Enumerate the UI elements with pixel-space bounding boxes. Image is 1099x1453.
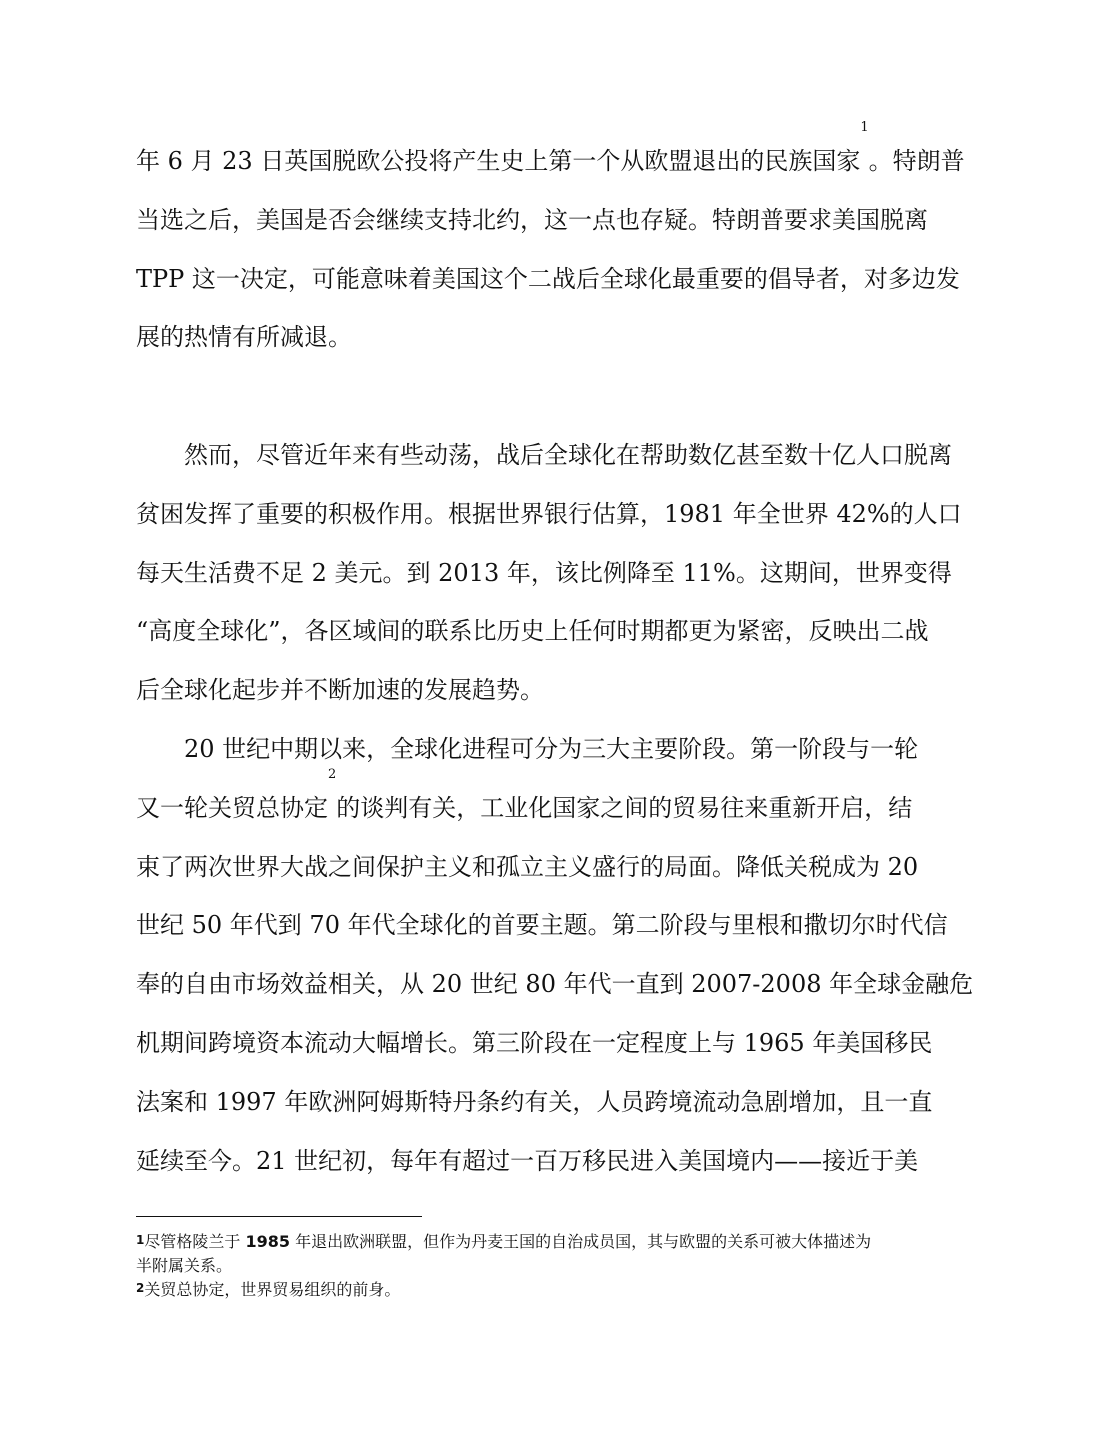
footnote-ref-2[interactable]: 2	[328, 766, 337, 782]
footnotes	[136, 1230, 986, 1302]
footnote-text: 尽管格陵兰于	[144, 1232, 246, 1251]
text-segment: 。特朗普	[868, 147, 965, 175]
paragraph-line: 每天生活费不足 2 美元。到 2013 年，该比例降至 11%。这期间，世界变得	[136, 558, 952, 587]
paragraph-line: 当选之后，美国是否会继续支持北约，这一点也存疑。特朗普要求美国脱离	[136, 205, 928, 234]
footnote-separator	[136, 1216, 422, 1217]
paragraph-line: 后全球化起步并不断加速的发展趋势。	[136, 676, 544, 705]
footnote-text: 关贸总协定，世界贸易组织的前身。	[144, 1280, 401, 1299]
paragraph-2	[136, 426, 986, 720]
paragraph-line: 然而，尽管近年来有些动荡，战后全球化在帮助数亿甚至数十亿人口脱离	[136, 440, 952, 469]
paragraph-1	[136, 120, 986, 367]
paragraph-line: 20 世纪中期以来，全球化进程可分为三大主要阶段。第一阶段与一轮	[136, 734, 919, 763]
footnote-text: 半附属关系。	[136, 1256, 233, 1275]
paragraph-3	[136, 720, 986, 1190]
footnote-ref-1[interactable]: 1	[860, 120, 869, 135]
text-segment: 年 6 月 23 日英国脱欧公投将产生史上第一个从欧盟退出的民族国家	[136, 147, 861, 175]
footnote-mark: 2	[136, 1281, 145, 1295]
paragraph-line: 展的热情有所减退。	[136, 323, 352, 352]
footnote-year: 1985	[245, 1232, 290, 1251]
text-segment: 又一轮关贸总协定	[136, 793, 328, 822]
paragraph-line: “高度全球化”，各区域间的联系比历史上任何时期都更为紧密，反映出二战	[136, 617, 929, 646]
paragraph-line	[136, 766, 986, 838]
paragraph-line: 束了两次世界大战之间保护主义和孤立主义盛行的局面。降低关税成为 20	[136, 852, 919, 881]
paragraph-line: 延续至今。21 世纪初，每年有超过一百万移民进入美国境内——接近于美	[136, 1146, 919, 1175]
paragraph-line: 世纪 50 年代到 70 年代全球化的首要主题。第二阶段与里根和撒切尔时代信	[136, 911, 948, 940]
paragraph-line: 法案和 1997 年欧洲阿姆斯特丹条约有关，人员跨境流动急剧增加，且一直	[136, 1087, 933, 1116]
footnote-text: 年退出欧洲联盟，但作为丹麦王国的自治成员国，其与欧盟的关系可被大体描述为	[289, 1232, 872, 1251]
footnote-1	[136, 1230, 986, 1278]
paragraph-line: TPP 这一决定，可能意味着美国这个二战后全球化最重要的倡导者，对多边发	[136, 264, 960, 293]
paragraph-line	[136, 120, 986, 191]
text-segment: 的谈判有关，工业化国家之间的贸易往来重新开启，结	[336, 793, 913, 822]
footnote-mark: 1	[136, 1233, 145, 1247]
paragraph-line: 贫困发挥了重要的积极作用。根据世界银行估算，1981 年全世界 42%的人口	[136, 499, 962, 528]
footnote-2	[136, 1278, 986, 1302]
paragraph-line: 机期间跨境资本流动大幅增长。第三阶段在一定程度上与 1965 年美国移民	[136, 1028, 933, 1057]
body-text	[136, 120, 986, 1190]
section-heading	[136, 367, 986, 426]
paragraph-line: 奉的自由市场效益相关，从 20 世纪 80 年代一直到 2007-2008 年全球金融危	[136, 970, 974, 999]
